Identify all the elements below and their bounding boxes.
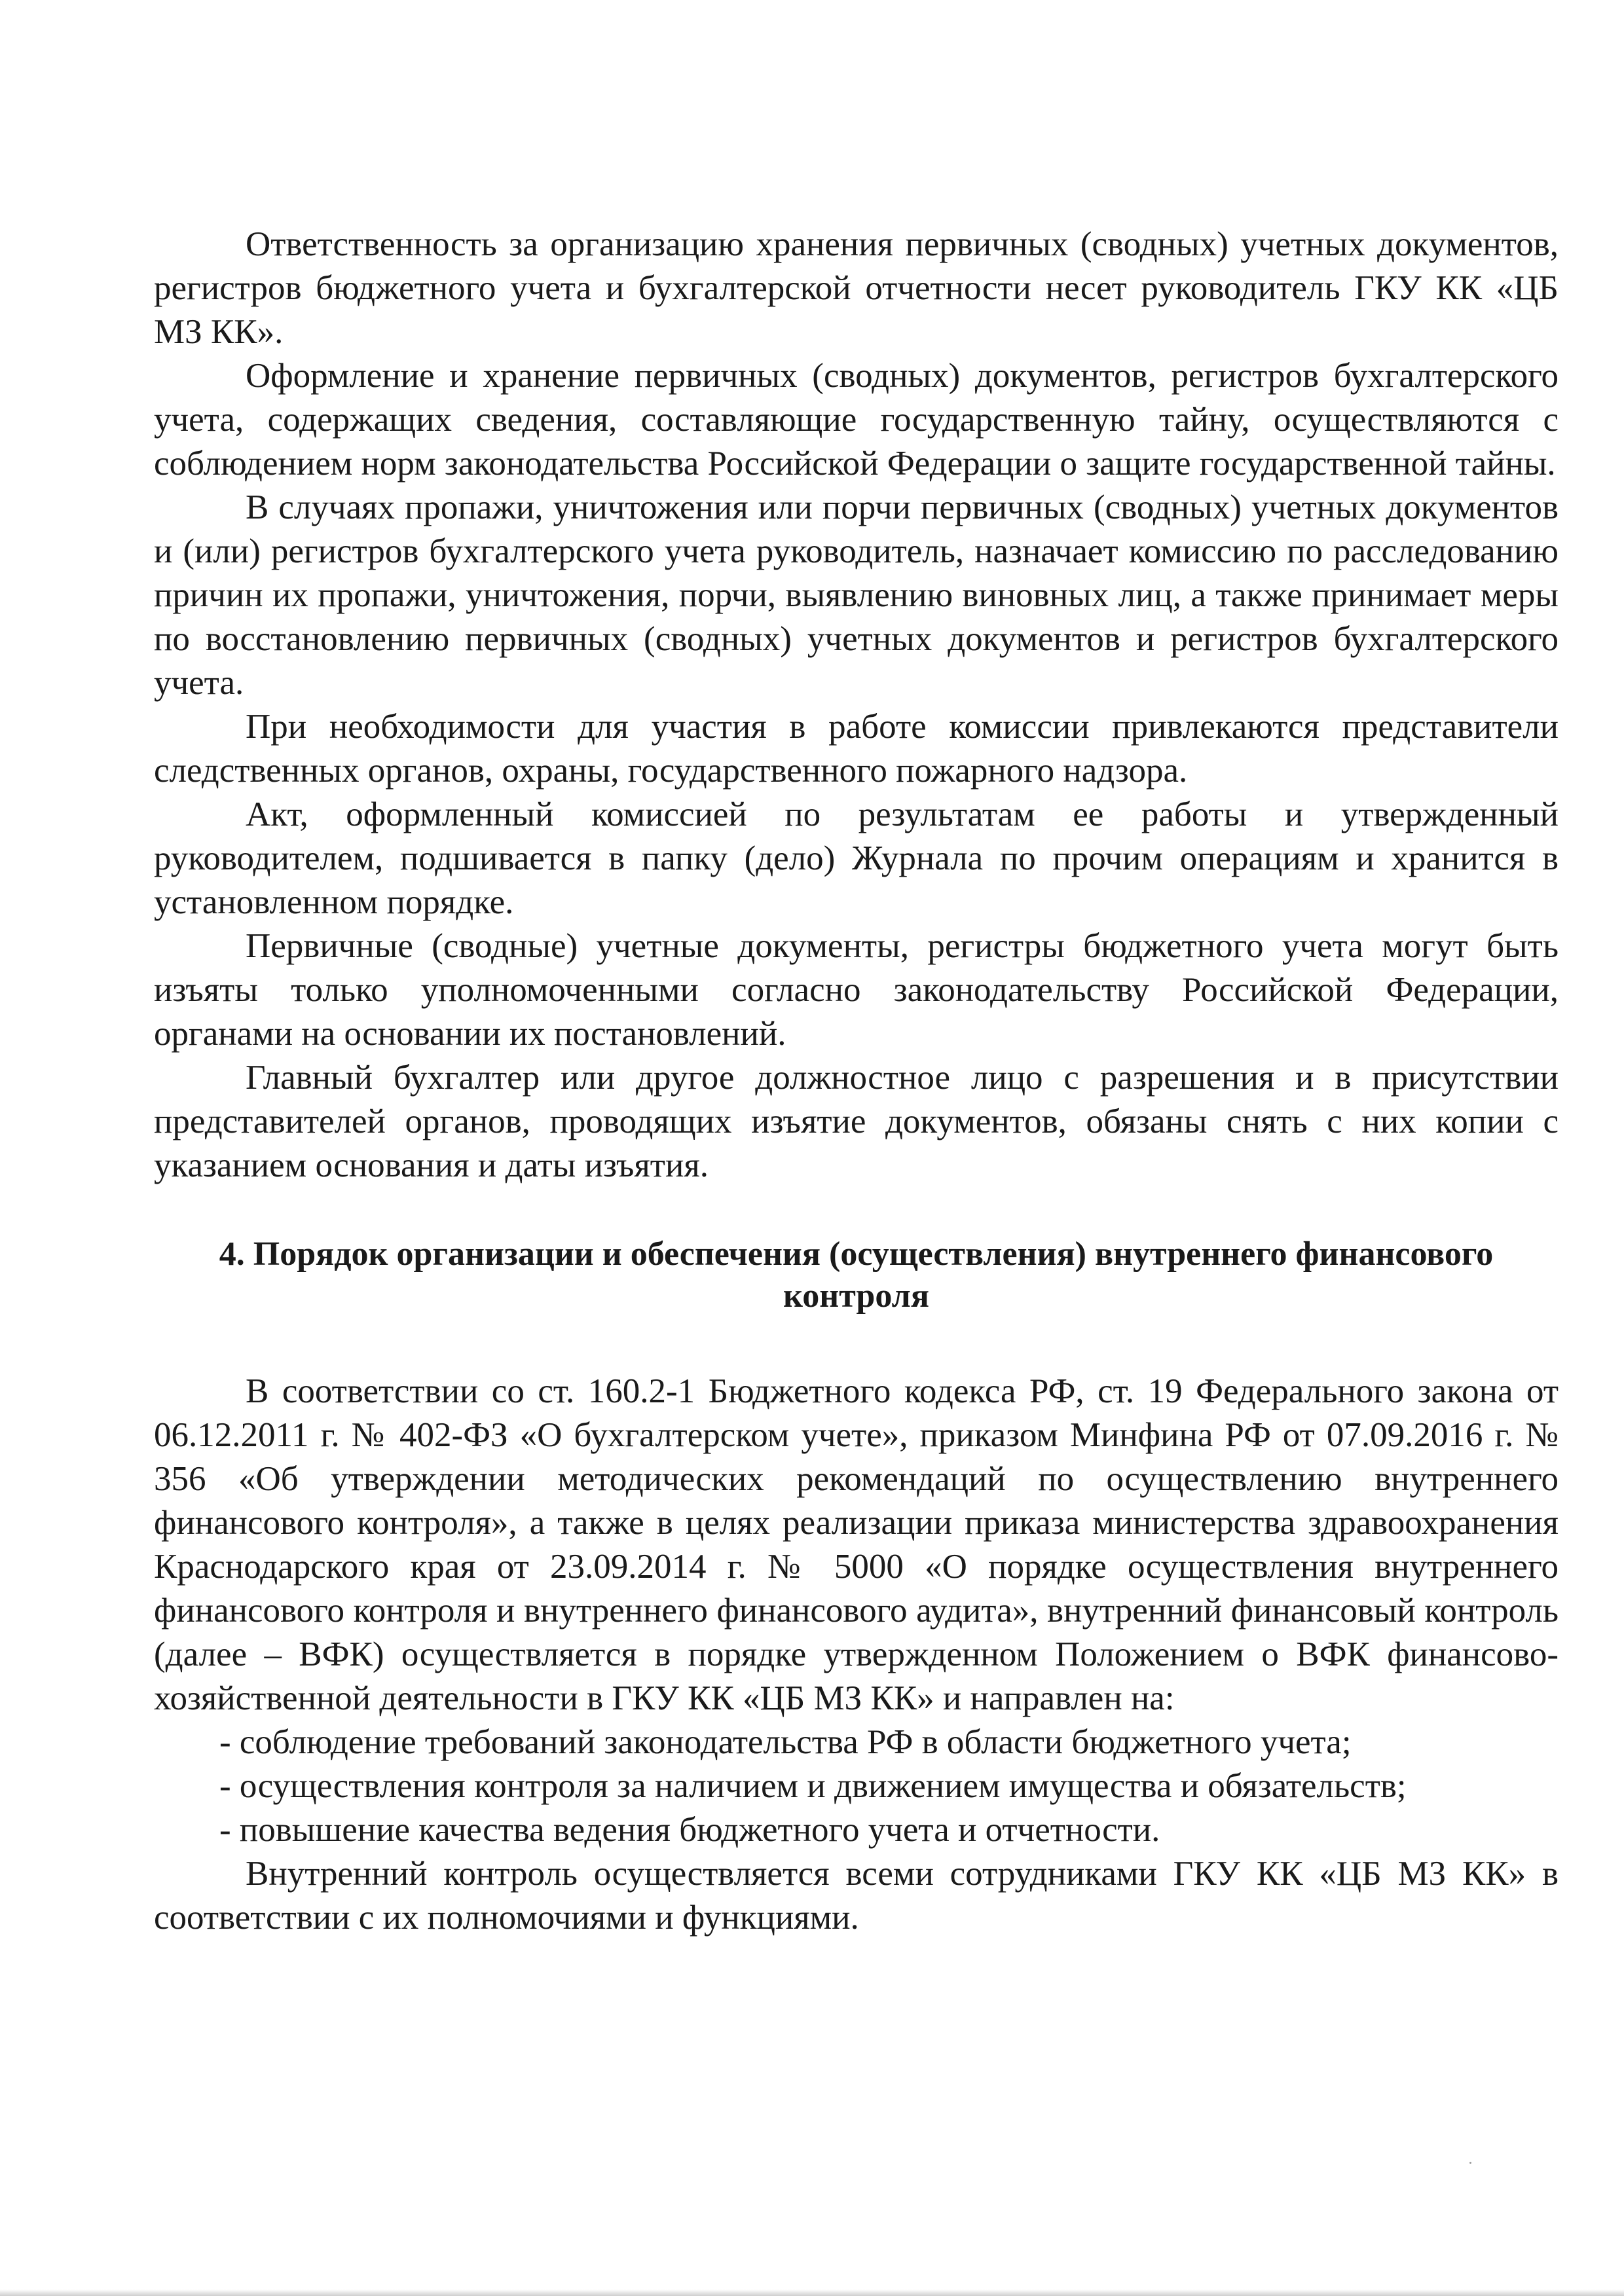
scan-speck <box>1469 2162 1471 2164</box>
paragraph-seizure: Первичные (сводные) учетные документы, регистры бюджетного учета могут быть изъяты только уполномоченными согласно законодательству Российской Федерации, органами на основании их постановлений. <box>154 927 1559 1053</box>
list-item: - соблюдение требований законодательства РФ в области бюджетного учета; <box>219 1723 1352 1761</box>
paragraph-section-intro: В соответствии со ст. 160.2-1 Бюджетного кодекса РФ, ст. 19 Федерального закона от 06.12.2011 г. № 402-ФЗ «О бухгалтерском учете», приказом Минфина РФ от 07.09.2016 г. № 356 «Об утверждении методических рекомендаций по осуществлению внутреннего финансового контроля», а также в целях реализации приказа министерства здравоохранения Краснодарского края от 23.09.2014 г. № 5000 «О порядке осуществления внутреннего финансового контроля и внутреннего финансового аудита», внутренний финансовый контроль (далее – ВФК) осуществляется в порядке утвержденном Положением о ВФК финансово-хозяйственной деятельности в ГКУ КК «ЦБ МЗ КК» и направлен на: <box>154 1372 1559 1717</box>
section-heading: 4. Порядок организации и обеспечения (осуществления) внутреннего финансового контроля <box>219 1235 1494 1315</box>
paragraph-commission-participants: При необходимости для участия в работе комиссии привлекаются представители следственных органов, охраны, государственного пожарного надзора. <box>154 708 1559 790</box>
paragraph-seizure-copies: Главный бухгалтер или другое должностное лицо с разрешения и в присутствии представителей органов, проводящих изъятие документов, обязаны снять с них копии с указанием основания и даты изъятия. <box>154 1059 1559 1184</box>
document-body <box>154 223 1559 1940</box>
paragraph-responsibility: Ответственность за организацию хранения первичных (сводных) учетных документов, регистров бюджетного учета и бухгалтерской отчетности несет руководитель ГКУ КК «ЦБ МЗ КК». <box>154 225 1559 351</box>
list-item: - осуществления контроля за наличием и движением имущества и обязательств; <box>219 1767 1407 1805</box>
paragraph-state-secret: Оформление и хранение первичных (сводных) документов, регистров бухгалтерского учета, содержащих сведения, составляющие государственную тайну, осуществляются с соблюдением норм законодательства Российской Федерации о защите государственной тайны. <box>154 357 1559 483</box>
list-item: - повышение качества ведения бюджетного учета и отчетности. <box>219 1811 1160 1849</box>
paragraph-loss-commission: В случаях пропажи, уничтожения или порчи первичных (сводных) учетных документов и (или) регистров бухгалтерского учета руководитель, назначает комиссию по расследованию причин их пропажи, уничтожения, порчи, выявлению виновных лиц, а также принимает меры по восстановлению первичных (сводных) учетных документов и регистров бухгалтерского учета. <box>154 488 1559 702</box>
paragraph-commission-act: Акт, оформленный комиссией по результатам ее работы и утвержденный руководителем, подшивается в папку (дело) Журнала по прочим операциям и хранится в установленном порядке. <box>154 795 1559 921</box>
scan-edge-shadow <box>0 2289 1624 2296</box>
paragraph-closing: Внутренний контроль осуществляется всеми сотрудниками ГКУ КК «ЦБ МЗ КК» в соответствии с их полномочиями и функциями. <box>154 1855 1559 1937</box>
